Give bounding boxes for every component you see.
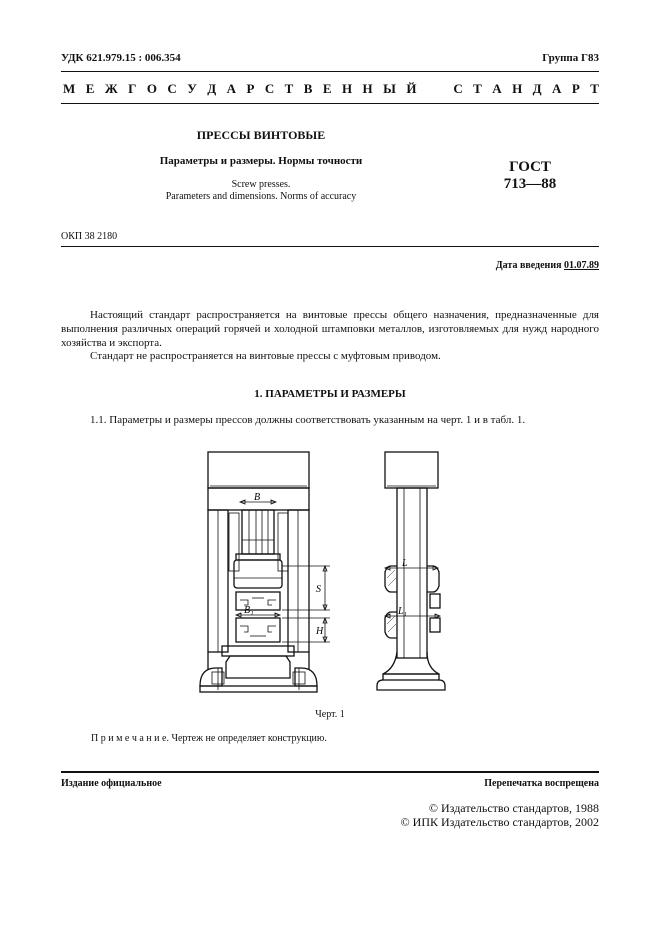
clause-1-1: 1.1. Параметры и размеры прессов должны соответствовать указанным на черт. 1 и в табл. 1. [90, 414, 526, 426]
official-edition: Издание официальное [61, 778, 162, 789]
dim-b1-label: B₁ [244, 605, 254, 616]
reprint-prohibited: Перепечатка воспрещена [484, 778, 599, 789]
section-heading: 1. ПАРАМЕТРЫ И РАЗМЕРЫ [254, 388, 406, 400]
english-title-line2: Parameters and dimensions. Norms of accuracy [165, 191, 357, 202]
intro-date-label: Дата введения [495, 260, 562, 271]
udc-code: УДК 621.979.15 : 006.354 [61, 52, 181, 64]
interstate-standard-banner: М Е Ж Г О С У Д А Р С Т В Е Н Н Ы Й С Т А Н Д А Р Т [63, 81, 599, 96]
copyright-2002: © ИПК Издательство стандартов, 2002 [400, 815, 599, 829]
english-title-line1: Screw presses. [231, 179, 291, 190]
dim-l1-label: L₁ [398, 606, 408, 617]
dim-h-label: H [316, 626, 324, 637]
intro-date-value: 01.07.89 [564, 260, 599, 271]
footer-rule [61, 771, 599, 773]
copyright-1988: © Издательство стандартов, 1988 [428, 801, 599, 815]
dim-b-label: B [254, 492, 261, 503]
figure-caption: Черт. 1 [315, 709, 345, 720]
okp-code: ОКП 38 2180 [61, 231, 118, 242]
gost-label: ГОСТ [509, 159, 551, 175]
banner-rule [61, 103, 599, 104]
group-code: Группа Г83 [542, 52, 599, 64]
note-label: П р и м е ч а н и е. [91, 733, 169, 744]
gost-number: 713—88 [503, 176, 557, 192]
note-text: Чертеж не определяет конструкцию. [168, 733, 327, 744]
press-side-view [377, 452, 445, 690]
press-drawing [195, 448, 475, 696]
okp-rule [61, 246, 599, 247]
document-subtitle: Параметры и размеры. Нормы точности [159, 155, 363, 167]
exclusion-paragraph: Стандарт не распространяется на винтовые прессы с муфтовым приводом. [90, 350, 441, 362]
document-title: ПРЕССЫ ВИНТОВЫЕ [196, 128, 326, 142]
dim-l-label: L [402, 558, 408, 569]
scope-paragraph: Настоящий стандарт распространяется на винтовые прессы общего назначения, предназначенные для выполнения различных операций горячей и холодной штамповки металлов, изготовляемых для нужд народного хозяйства и экспорта. [61, 309, 599, 349]
introduction-date [496, 260, 599, 271]
dim-s-label: S [316, 584, 321, 595]
header-rule [61, 71, 599, 72]
press-front-view [200, 452, 330, 692]
drawing-note [91, 733, 327, 744]
